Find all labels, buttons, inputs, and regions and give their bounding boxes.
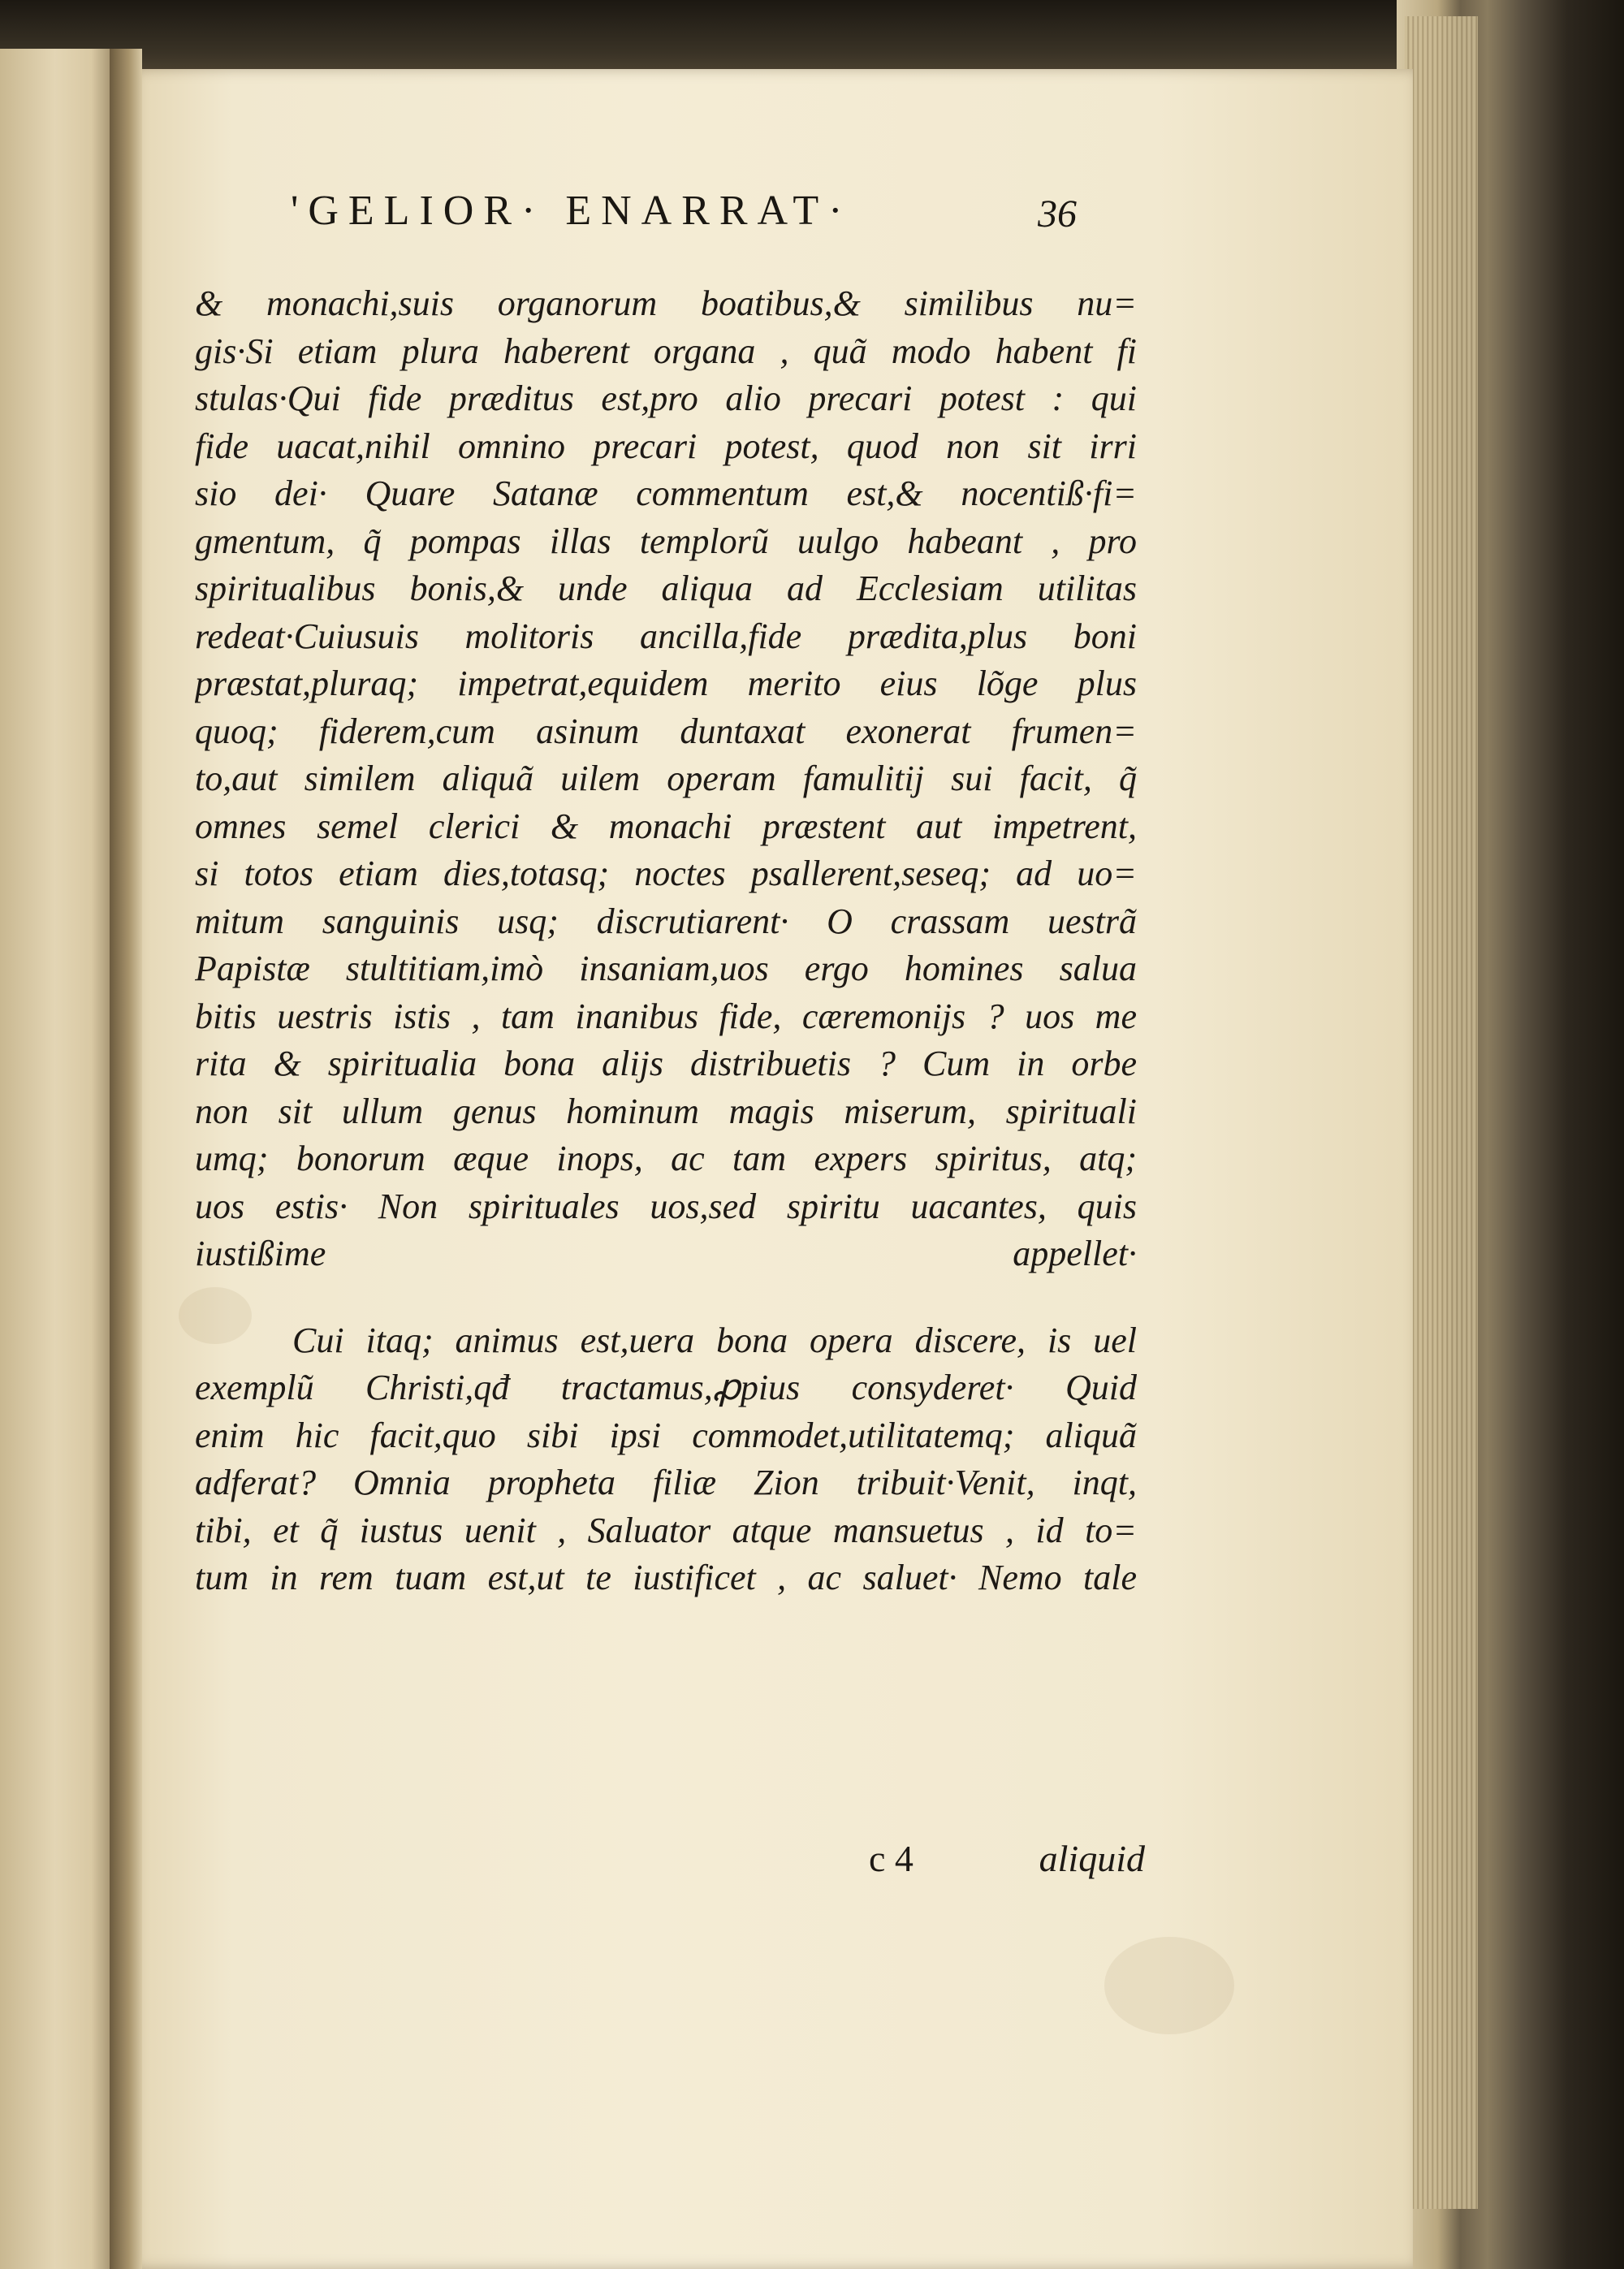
page-stack-edges — [1405, 16, 1478, 2209]
running-title: 'GELIOR· ENARRAT· — [291, 188, 853, 234]
text-line: quoq; fiderem,cum asinum duntaxat exonerat frumen= — [195, 711, 1137, 751]
text-line: uos estis· Non spirituales uos,sed spiritu uacantes, quis — [195, 1186, 1137, 1226]
facing-page-edge — [0, 49, 122, 2269]
text-line: redeat·Cuiusuis molitoris ancilla,fide prædita,plus boni — [195, 616, 1137, 656]
gutter-shadow — [110, 49, 142, 2269]
text-line: tum in rem tuam est,ut te iustificet , ac saluet· Nemo tale — [195, 1558, 1137, 1597]
text-line: rita & spiritualia bona alijs distribuetis ? Cum in orbe — [195, 1044, 1137, 1083]
text-line: iustißime appellet· — [195, 1234, 1137, 1273]
page-header — [169, 187, 1127, 260]
text-line: si totos etiam dies,totasq; noctes psallerent,seseq; ad uo= — [195, 854, 1137, 893]
text-line: to,aut similem aliquã uilem operam famulitij sui facit, q̃ — [195, 758, 1137, 798]
text-line: & monachi,suis organorum boatibus,& similibus nu= — [195, 283, 1137, 323]
text-line: gmentum, q̃ pompas illas templorũ uulgo habeant , pro — [195, 521, 1137, 561]
text-line: non sit ullum genus hominum magis miserum, spirituali — [195, 1091, 1137, 1131]
folio-number: 36 — [1038, 192, 1077, 236]
paragraph-2 — [195, 1317, 1137, 1602]
text-line: sio dei· Quare Satanæ commentum est,& nocentiß·fi= — [195, 473, 1137, 513]
catchword-line — [869, 1837, 1145, 1880]
text-line: bitis uestris istis , tam inanibus fide, cæremonijs ? uos me — [195, 996, 1137, 1036]
text-line: Papistæ stultitiam,imò insaniam,uos ergo homines salua — [195, 949, 1137, 988]
text-line: fide uacat,nihil omnino precari potest, quod non sit irri — [195, 426, 1137, 466]
text-line: Cui itaq; animus est,uera bona opera discere, is uel — [292, 1320, 1137, 1360]
text-line: umq; bonorum æque inops, ac tam expers spiritus, atq; — [195, 1139, 1137, 1178]
text-line: tibi, et q̃ iustus uenit , Saluator atque mansuetus , id to= — [195, 1510, 1137, 1550]
text-line: mitum sanguinis usq; discrutiarent· O crassam uestrã — [195, 901, 1137, 941]
text-line: spiritualibus bonis,& unde aliqua ad Ecclesiam utilitas — [195, 568, 1137, 608]
catchword: aliquid — [1039, 1838, 1145, 1879]
text-line: exemplũ Christi,qđ tractamus,ꝓpius consyderet· Quid — [195, 1368, 1137, 1407]
text-line: adferat? Omnia propheta filiæ Zion tribuit·Venit, inqt, — [195, 1463, 1137, 1502]
paragraph-1 — [195, 280, 1137, 1278]
body-text — [195, 280, 1137, 1602]
text-line: præstat,pluraq; impetrat,equidem merito eius lõge plus — [195, 663, 1137, 703]
text-line: enim hic facit,quo sibi ipsi commodet,utilitatemq; aliquã — [195, 1415, 1137, 1455]
text-line: gis·Si etiam plura haberent organa , quã modo habent fi — [195, 331, 1137, 371]
signature-mark: c 4 — [869, 1838, 914, 1879]
paper-stain — [1104, 1937, 1234, 2034]
text-line: stulas·Qui fide præditus est,pro alio precari potest : qui — [195, 378, 1137, 418]
text-line: omnes semel clerici & monachi præstent aut impetrent, — [195, 806, 1137, 846]
